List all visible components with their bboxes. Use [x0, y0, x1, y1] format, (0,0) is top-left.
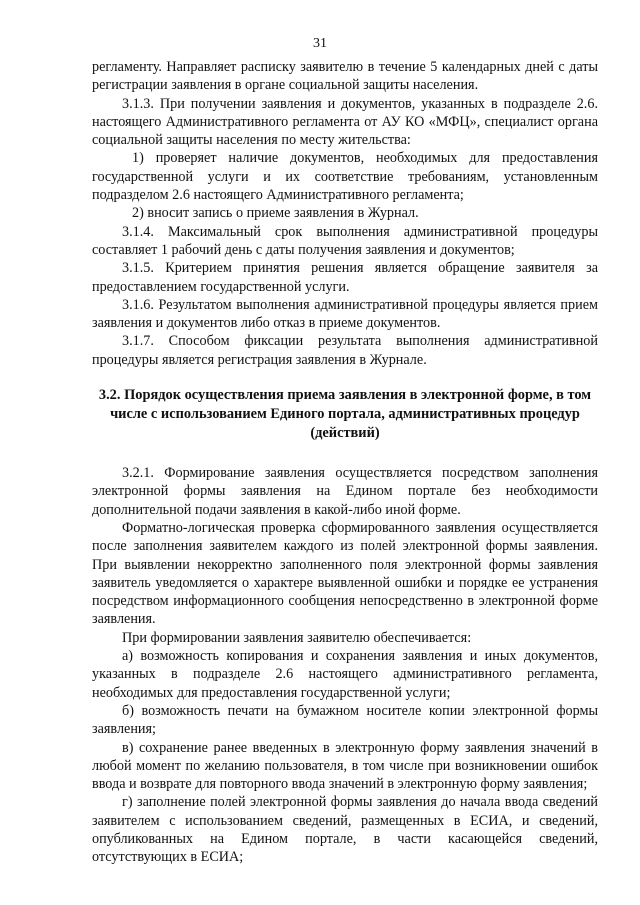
- list-item: б) возможность печати на бумажном носителе копии электронной формы заявления;: [92, 702, 598, 738]
- document-body: [92, 58, 598, 867]
- paragraph: 3.1.6. Результатом выполнения административной процедуры является прием заявления и документов либо отказ в приеме документов.: [92, 296, 598, 332]
- paragraph: 1) проверяет наличие документов, необходимых для предоставления государственной услуги и их соответствие требованиям, установленным подразделом 2.6 настоящего Административного регламента;: [92, 150, 598, 204]
- paragraph: регламенту. Направляет расписку заявителю в течение 5 календарных дней с даты регистрации заявления в органе социальной защиты населения.: [92, 59, 598, 94]
- paragraph: 3.1.7. Способом фиксации результата выполнения административной процедуры является регистрация заявления в Журнале.: [92, 333, 598, 368]
- list-item: а) возможность копирования и сохранения заявления и иных документов, указанных в подразделе 2.6 настоящего административного регламента, необходимых для предоставления государственной услуги;: [92, 648, 598, 701]
- paragraph: 3.1.5. Критерием принятия решения является обращение заявителя за предоставлением государственной услуги.: [92, 260, 598, 295]
- paragraph: 3.2.1. Формирование заявления осуществляется посредством заполнения электронной формы заявления на Едином портале без необходимости дополнительной подачи заявления в какой-либо иной форме.: [92, 465, 598, 518]
- paragraph: 3.1.4. Максимальный срок выполнения административной процедуры составляет 1 рабочий день с даты получения заявления и документов;: [92, 223, 598, 258]
- page-number: 31: [313, 36, 327, 51]
- paragraph: 2) вносит запись о приеме заявления в Журнал.: [132, 205, 419, 222]
- paragraph: Форматно-логическая проверка сформированного заявления осуществляется после заполнения заявителем каждого из полей электронной формы заявления. При выявлении некорректно заполненного поля электронной формы заявления заявитель уведомляется о характере выявленной ошибки и порядке ее устранения посредством информационного сообщения непосредственно в электронной форме заявления.: [92, 519, 598, 628]
- list-item: в) сохранение ранее введенных в электронную форму заявления значений в любой момент по желанию пользователя, в том числе при возникновении ошибок ввода и возврате для повторного ввода значений в электронную форму заявления;: [92, 739, 598, 793]
- paragraph: При формировании заявления заявителю обеспечивается:: [122, 629, 472, 646]
- paragraph: 3.1.3. При получении заявления и документов, указанных в подразделе 2.6. настоящего Административного регламента от АУ КО «МФЦ», специалист органа социальной защиты населения по месту жительства:: [92, 95, 598, 149]
- section-heading: 3.2. Порядок осуществления приема заявления в электронной форме, в том числе с использованием Единого портала, административных процедур (действий): [98, 387, 592, 442]
- list-item: г) заполнение полей электронной формы заявления до начала ввода сведений заявителем с использованием сведений, размещенных в ЕСИА, и сведений, опубликованных на Едином портале, в части касающейся сведений, отсутствующих в ЕСИА;: [92, 794, 598, 866]
